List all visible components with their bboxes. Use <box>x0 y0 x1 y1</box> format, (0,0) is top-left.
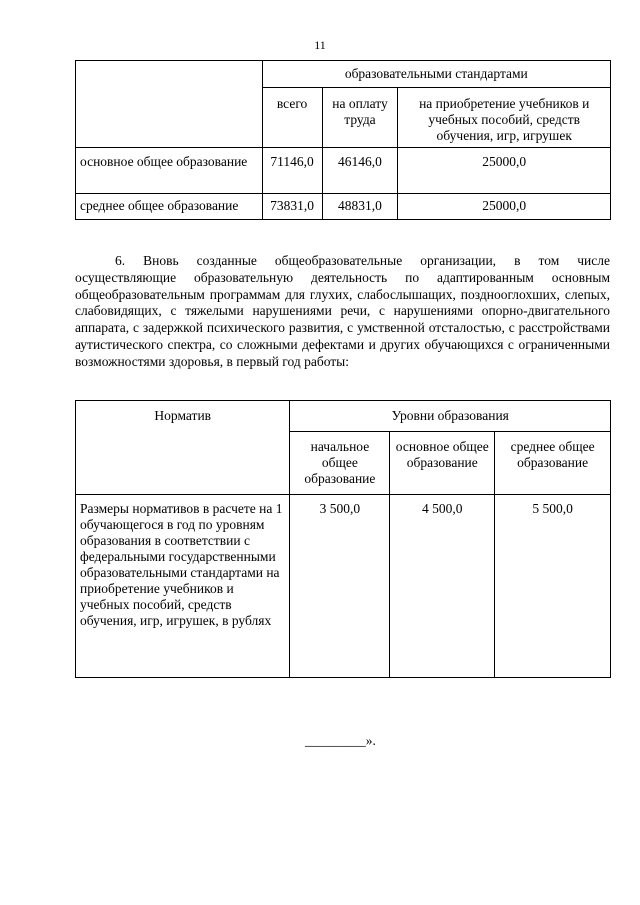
page-number: 11 <box>314 38 326 52</box>
table1-header-standards: образовательными стандартами <box>262 61 610 88</box>
row-labor: 46146,0 <box>322 148 398 194</box>
row-secondary: 5 500,0 <box>495 495 611 678</box>
row-total: 73831,0 <box>262 194 322 220</box>
table1-col-labor: на оплату труда <box>322 88 398 148</box>
table-row <box>76 495 611 678</box>
row-materials: 25000,0 <box>398 194 611 220</box>
table2-col-secondary: среднее общее образование <box>495 432 611 495</box>
row-label: среднее общее образование <box>76 194 263 220</box>
closing-mark: _________». <box>305 733 376 748</box>
table1-col-materials: на приобретение учебников и учебных пособий, средств обучения, игр, игрушек <box>398 88 611 148</box>
table1-col-total: всего <box>262 88 322 148</box>
row-total: 71146,0 <box>262 148 322 194</box>
paragraph-6: 6. Вновь созданные общеобразовательные организации, в том числе осуществляющие образовательную деятельность по адаптированным основным общеобразовательным программам для глухих, слабослышащих, позднооглохших, слепых, слабовидящих, с тяжелыми нарушениями речи, с нарушениями опорно-двигательного аппарата, с задержкой психического развития, с умственной отсталостью, с расстройствами аутистического спектра, со сложными дефектами и других обучающихся с ограниченными возможностями здоровья, в первый год работы: <box>75 253 610 369</box>
table2-col-levels: Уровни образования <box>290 401 611 432</box>
table2-col-basic: основное общее образование <box>390 432 495 495</box>
table2-col-norm: Норматив <box>76 401 290 495</box>
row-materials: 25000,0 <box>398 148 611 194</box>
table2-col-primary: начальное общее образование <box>290 432 390 495</box>
table1-empty-header <box>76 61 263 148</box>
row-primary: 3 500,0 <box>290 495 390 678</box>
norms-table-new-orgs <box>75 400 611 678</box>
norms-table-continued <box>75 60 611 220</box>
table-row <box>76 148 611 194</box>
row-labor: 48831,0 <box>322 194 398 220</box>
row-label: основное общее образование <box>76 148 263 194</box>
table-row <box>76 194 611 220</box>
row-basic: 4 500,0 <box>390 495 495 678</box>
row-label: Размеры нормативов в расчете на 1 обучающегося в год по уровням образования в соответствии с федеральными государственными образовательными стандартами на приобретение учебников и учебных пособий, средств обучения, игр, игрушек, в рублях <box>76 495 290 678</box>
